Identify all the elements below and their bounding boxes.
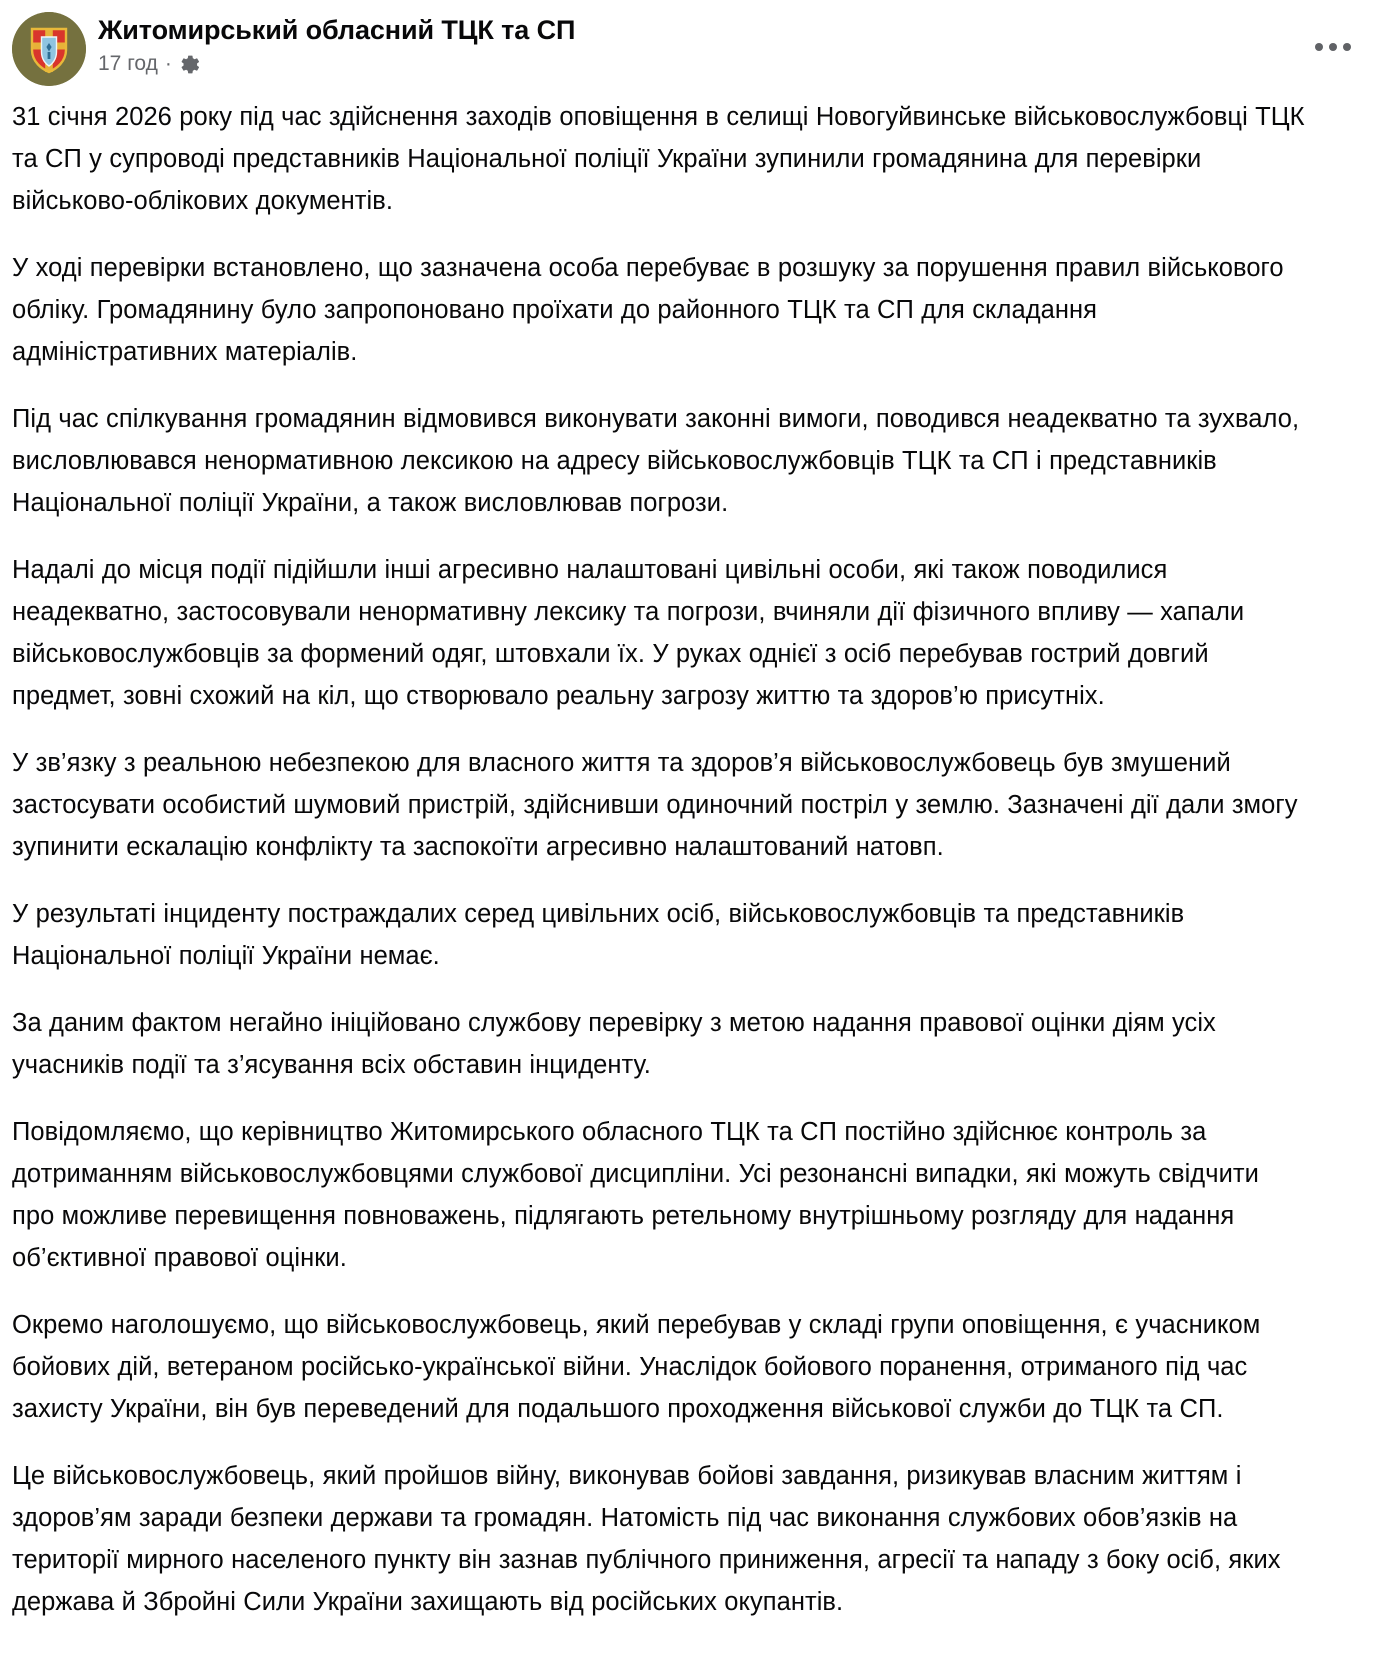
avatar-image [12, 12, 86, 86]
post-paragraph: За даним фактом негайно ініційовано службову перевірку з метою надання правової оцінки діям усіх учасників події та з’ясування всіх обставин інциденту. [12, 1009, 1216, 1079]
post-paragraph: 31 січня 2026 року під час здійснення заходів оповіщення в селищі Новогуйвинське військовослужбовці ТЦК та СП у супроводі представників Національної поліції України зупинили громадянина для перевірки військово-облікових документів. [12, 103, 1305, 215]
gear-icon[interactable] [179, 53, 201, 75]
meta-separator: · [164, 52, 172, 75]
post-paragraph: У результаті інциденту постраждалих серед цивільних осіб, військовослужбовців та представників Національної поліції України немає. [12, 900, 1185, 970]
post-paragraph: Це військовослужбовець, який пройшов війну, виконував бойові завдання, ризикував власним життям і здоров’ям заради безпеки держави та громадян. Натомість під час виконання службових обов’язків на території мирного населеного пункту він зазнав публічного приниження, агресії та нападу з боку осіб, яких держава й Збройні Сили України захищають від російських окупантів. [12, 1462, 1281, 1616]
ellipsis-horizontal-icon [1329, 43, 1337, 51]
post-paragraph: Повідомляємо, що керівництво Житомирського обласного ТЦК та СП постійно здійснює контроль за дотриманням військовослужбовцями службової дисципліни. Усі резонансні випадки, які можуть свідчити про можливе перевищення повноважень, підлягають ретельному внутрішньому розгляду для надання об’єктивної правової оцінки. [12, 1118, 1259, 1272]
post-options-menu-button[interactable] [1310, 28, 1356, 66]
post-timestamp[interactable]: 17 год [98, 52, 158, 75]
post-paragraph: У ході перевірки встановлено, що зазначена особа перебуває в розшуку за порушення правил військового обліку. Громадянину було запропоновано проїхати до районного ТЦК та СП для складання адміністративних матеріалів. [12, 254, 1284, 366]
post-header [0, 0, 1400, 92]
post-paragraph: У зв’язку з реальною небезпекою для власного життя та здоров’я військовослужбовець був змушений застосувати особистий шумовий пристрій, здійснивши одиночний постріл у землю. Зазначені дії дали змогу зупинити ескалацію конфлікту та заспокоїти агресивно налаштований натовп. [12, 749, 1298, 861]
avatar[interactable] [12, 12, 86, 86]
post-paragraph: Надалі до місця події підійшли інші агресивно налаштовані цивільні особи, які також поводилися неадекватно, застосовували ненормативну лексику та погрози, вчиняли дії фізичного впливу — хапали військовослужбовців за формений одяг, штовхали їх. У руках однієї з осіб перебував гострий довгий предмет, зовні схожий на кіл, що створювало реальну загрозу життю та здоров’ю присутніх. [12, 556, 1245, 710]
ellipsis-horizontal-icon [1343, 43, 1351, 51]
post-paragraph: Окремо наголошуємо, що військовослужбовець, який перебував у складі групи оповіщення, є учасником бойових дій, ветераном російсько-української війни. Унаслідок бойового поранення, отриманого під час захисту України, він був переведений для подальшого проходження військової служби до ТЦК та СП. [12, 1311, 1261, 1423]
page-name[interactable]: Житомирський обласний ТЦК та СП [98, 15, 576, 45]
post-paragraph: Під час спілкування громадянин відмовився виконувати законні вимоги, поводився неадекватно та зухвало, висловлювався ненормативною лексикою на адресу військовослужбовців ТЦК та СП і представників Національної поліції України, а також висловлював погрози. [12, 405, 1300, 517]
gear-icon-glyph [179, 54, 200, 75]
military-shield-emblem-icon [12, 12, 86, 86]
post-header-text [98, 10, 575, 76]
post-meta [98, 52, 575, 76]
ellipsis-horizontal-icon [1315, 43, 1323, 51]
post-body [0, 96, 1400, 1623]
